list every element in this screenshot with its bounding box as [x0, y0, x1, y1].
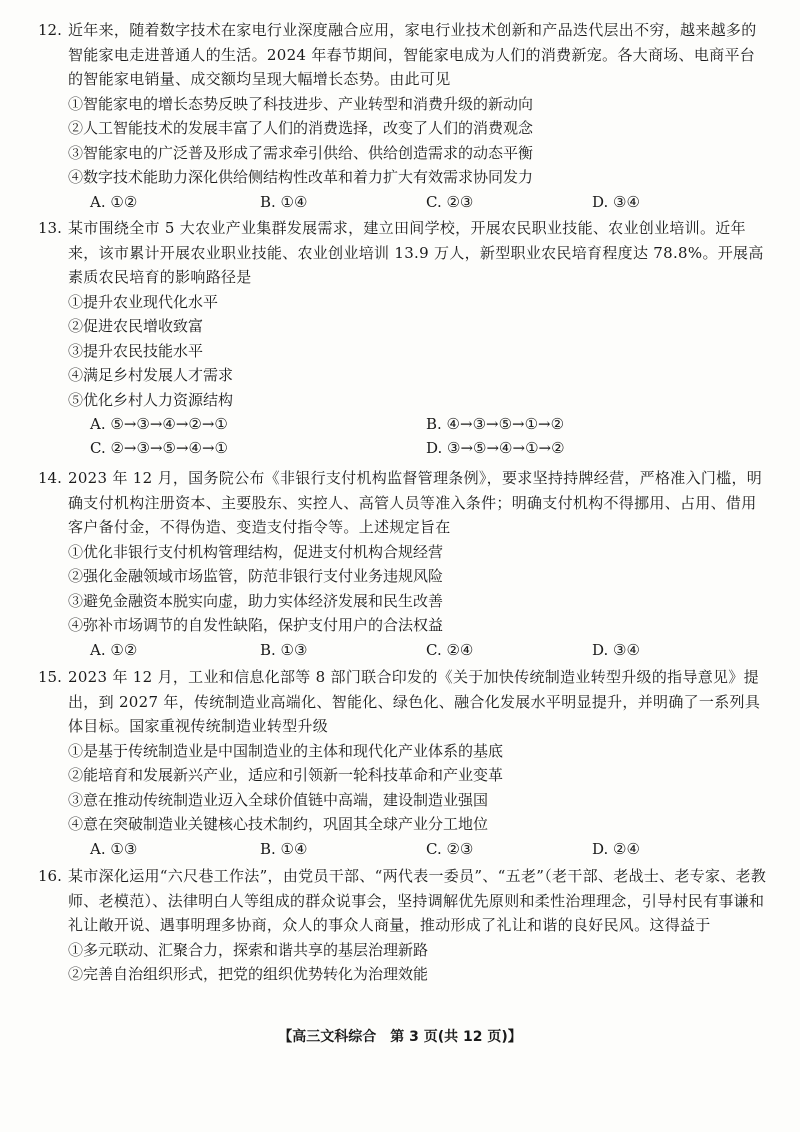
statement-2: ②促进农民增收致富	[68, 317, 204, 336]
statement-1: ①智能家电的增长态势反映了科技进步、产业转型和消费升级的新动向	[68, 94, 534, 113]
choice-c: C. ②④	[426, 640, 474, 659]
choice-c: C. ②③	[426, 839, 474, 858]
question-stem: 近年来，随着数字技术在家电行业深度融合应用，家电行业技术创新和产品迭代层出不穷，越来越多的智能家电走进普通人的生活。2024 年春节期间，智能家电成为人们的消费新宠。各大商场、电商平台的智能家电销量、成交额均呈现大幅增长态势。由此可见	[68, 21, 757, 88]
choice-c: C. ②③	[426, 192, 474, 211]
statement-4: ④意在突破制造业关键核心技术制约，巩固其全球产业分工地位	[68, 815, 489, 834]
statement-4: ④数字技术能助力深化供给侧结构性改革和着力扩大有效需求协同发力	[68, 168, 534, 187]
statement-4: ④弥补市场调节的自发性缺陷，保护支付用户的合法权益	[68, 616, 444, 635]
statement-2: ②人工智能技术的发展丰富了人们的消费选择，改变了人们的消费观念	[68, 119, 534, 138]
statement-1: ①是基于传统制造业是中国制造业的主体和现代化产业体系的基底	[68, 741, 504, 760]
choice-d: D. ②④	[592, 839, 640, 858]
statement-2: ②强化金融领域市场监管，防范非银行支付业务违规风险	[68, 567, 444, 586]
choice-d: D. ③④	[592, 192, 640, 211]
statement-3: ③避免金融资本脱实向虚，助力实体经济发展和民生改善	[68, 591, 444, 610]
question-15	[38, 665, 768, 861]
statement-3: ③智能家电的广泛普及形成了需求牵引供给、供给创造需求的动态平衡	[68, 143, 534, 162]
statement-3: ③提升农民技能水平	[68, 341, 204, 360]
choice-a: A. ①②	[90, 192, 138, 211]
question-number: 13.	[38, 219, 62, 237]
answer-choices	[68, 190, 768, 214]
answer-choices	[68, 837, 768, 861]
question-stem: 2023 年 12 月，工业和信息化部等 8 部门联合印发的《关于加快传统制造业转型升级的指导意见》提出，到 2027 年，传统制造业高端化、智能化、绿色化、融合化发展水平明显提升，并明确了一系列具体目标。国家重视传统制造业转型升级	[68, 668, 761, 735]
question-16	[38, 864, 768, 987]
statement-3: ③意在推动传统制造业迈入全球价值链中高端，建设制造业强国	[68, 790, 489, 809]
question-stem: 2023 年 12 月，国务院公布《非银行支付机构监督管理条例》，要求坚持持牌经营，严格准入门槛，明确支付机构注册资本、主要股东、实控人、高管人员等准入条件；明确支付机构不得挪用、占用、借用客户备付金，不得伪造、变造支付指令等。上述规定旨在	[68, 469, 763, 536]
question-14	[38, 466, 768, 662]
question-13	[38, 216, 768, 460]
answer-choices	[68, 412, 768, 436]
statement-2: ②完善自治组织形式，把党的组织优势转化为治理效能	[68, 965, 429, 984]
answer-choices	[68, 638, 768, 662]
page-footer: 【高三文科综合 第 3 页(共 12 页)】	[278, 1029, 522, 1045]
question-number: 14.	[38, 469, 62, 487]
question-number: 12.	[38, 21, 62, 39]
statement-1: ①多元联动、汇聚合力，探索和谐共享的基层治理新路	[68, 940, 429, 959]
choice-b: B. ①④	[260, 839, 308, 858]
statement-1: ①优化非银行支付机构管理结构，促进支付机构合规经营	[68, 542, 444, 561]
statement-5: ⑤优化乡村人力资源结构	[68, 390, 234, 409]
answer-choices	[68, 436, 768, 460]
question-number: 15.	[38, 668, 62, 686]
choice-c: C. ②→③→⑤→④→①	[90, 439, 228, 458]
statement-4: ④满足乡村发展人才需求	[68, 366, 234, 385]
statement-1: ①提升农业现代化水平	[68, 292, 219, 311]
choice-a: A. ⑤→③→④→②→①	[90, 415, 228, 434]
choice-a: A. ①③	[90, 839, 138, 858]
choice-b: B. ①④	[260, 192, 308, 211]
question-number: 16.	[38, 867, 62, 885]
choice-d: D. ③→⑤→④→①→②	[426, 439, 565, 458]
choice-b: B. ④→③→⑤→①→②	[426, 415, 565, 434]
choice-a: A. ①②	[90, 640, 138, 659]
choice-d: D. ③④	[592, 640, 640, 659]
choice-b: B. ①③	[260, 640, 308, 659]
statement-2: ②能培育和发展新兴产业，适应和引领新一轮科技革命和产业变革	[68, 766, 504, 785]
question-12	[38, 18, 768, 214]
question-stem: 某市围绕全市 5 大农业产业集群发展需求，建立田间学校，开展农民职业技能、农业创业培训。近年来，该市累计开展农业职业技能、农业创业培训 13.9 万人，新型职业农民培育程度达 78.8%。开展高素质农民培育的影响路径是	[68, 219, 764, 286]
question-stem: 某市深化运用“六尺巷工作法”，由党员干部、“两代表一委员”、“五老”（老干部、老战士、老专家、老教师、老模范）、法律明白人等组成的群众说事会，坚持调解优先原则和柔性治理理念，引导村民有事谦和礼让敞开说、遇事明理多协商，众人的事众人商量，推动形成了礼让和谐的良好民风。这得益于	[68, 867, 767, 934]
